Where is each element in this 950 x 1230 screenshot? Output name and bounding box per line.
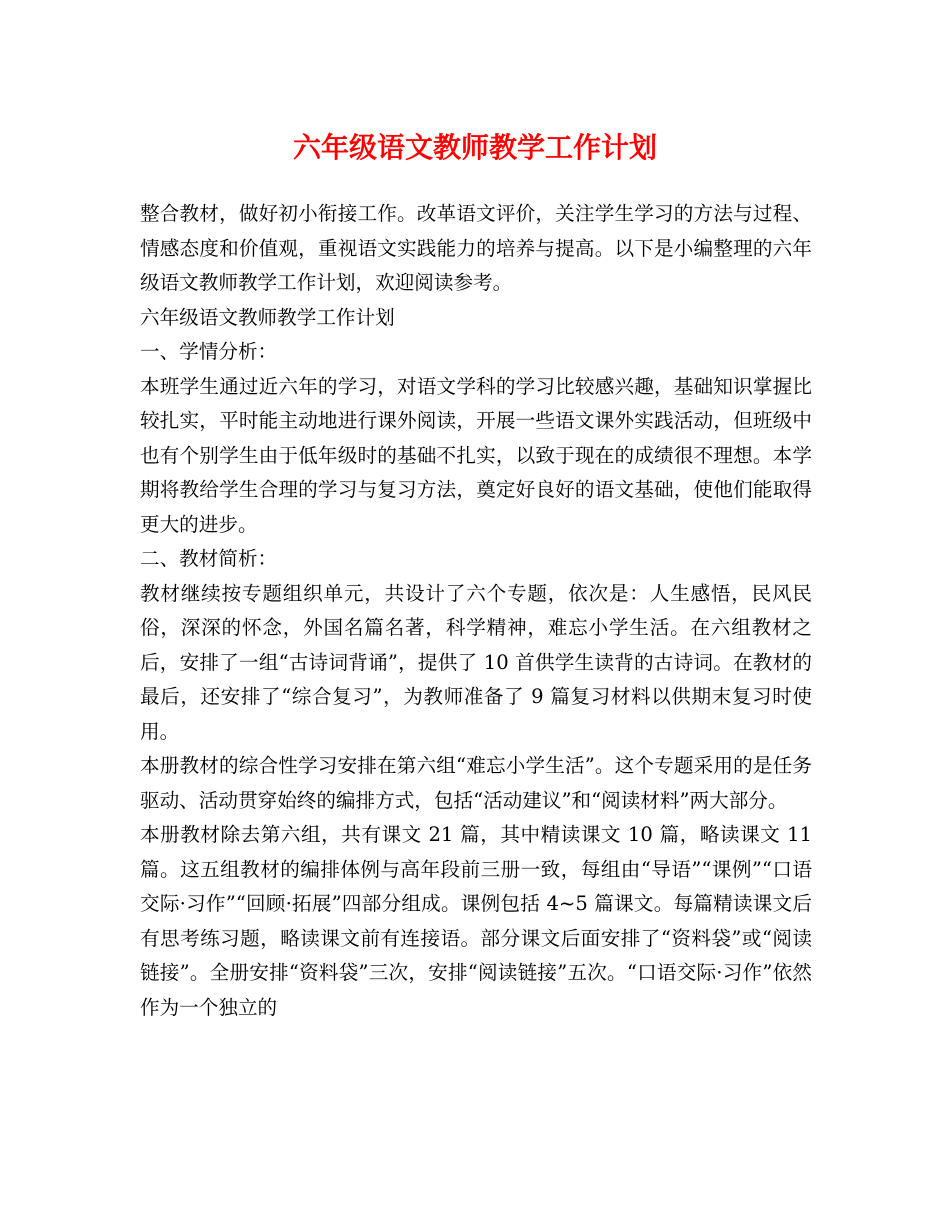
body-paragraph: 教材继续按专题组织单元，共设计了六个专题，依次是：人生感悟，民风民俗，深深的怀念，外国名篇名著，科学精神，难忘小学生活。在六组教材之后，安排了一组“古诗词背诵”，提供了 10 首供学生读背的古诗词。在教材的最后，还安排了“综合复习”，为教师准备了 9 篇复习材料以供期末复习时使用。	[140, 581, 812, 743]
document-body	[140, 197, 812, 1025]
section-heading-1: 一、学情分析：	[140, 340, 278, 363]
body-paragraph: 本册教材的综合性学习安排在第六组“难忘小学生活”。这个专题采用的是任务驱动、活动贯穿始终的编排方式，包括“活动建议”和“阅读材料”两大部分。	[140, 754, 812, 812]
body-paragraph: 本班学生通过近六年的学习，对语文学科的学习比较感兴趣，基础知识掌握比较扎实，平时能主动地进行课外阅读，开展一些语文课外实践活动，但班级中也有个别学生由于低年级时的基础不扎实，以致于现在的成绩很不理想。本学期将教给学生合理的学习与复习方法，奠定好良好的语文基础，使他们能取得更大的进步。	[140, 374, 812, 536]
body-paragraph: 本册教材除去第六组，共有课文 21 篇，其中精读课文 10 篇，略读课文 11 篇。这五组教材的编排体例与高年段前三册一致，每组由“导语”“课例”“口语交际·习作”“回顾·拓展”四部分组成。课例包括 4~5 篇课文。每篇精读课文后有思考练习题，略读课文前有连接语。部分课文后面安排了“资料袋”或“阅读链接”。全册安排“资料袋”三次，安排“阅读链接”五次。“口语交际·习作”依然作为一个独立的	[140, 823, 812, 1019]
section-heading-2: 二、教材简析：	[140, 547, 278, 570]
subtitle-line: 六年级语文教师教学工作计划	[140, 305, 395, 329]
document-title: 六年级语文教师教学工作计划	[292, 131, 657, 164]
intro-paragraph: 整合教材，做好初小衔接工作。改革语文评价，关注学生学习的方法与过程、情感态度和价值观，重视语文实践能力的培养与提高。以下是小编整理的六年级语文教师教学工作计划，欢迎阅读参考。	[140, 202, 812, 294]
